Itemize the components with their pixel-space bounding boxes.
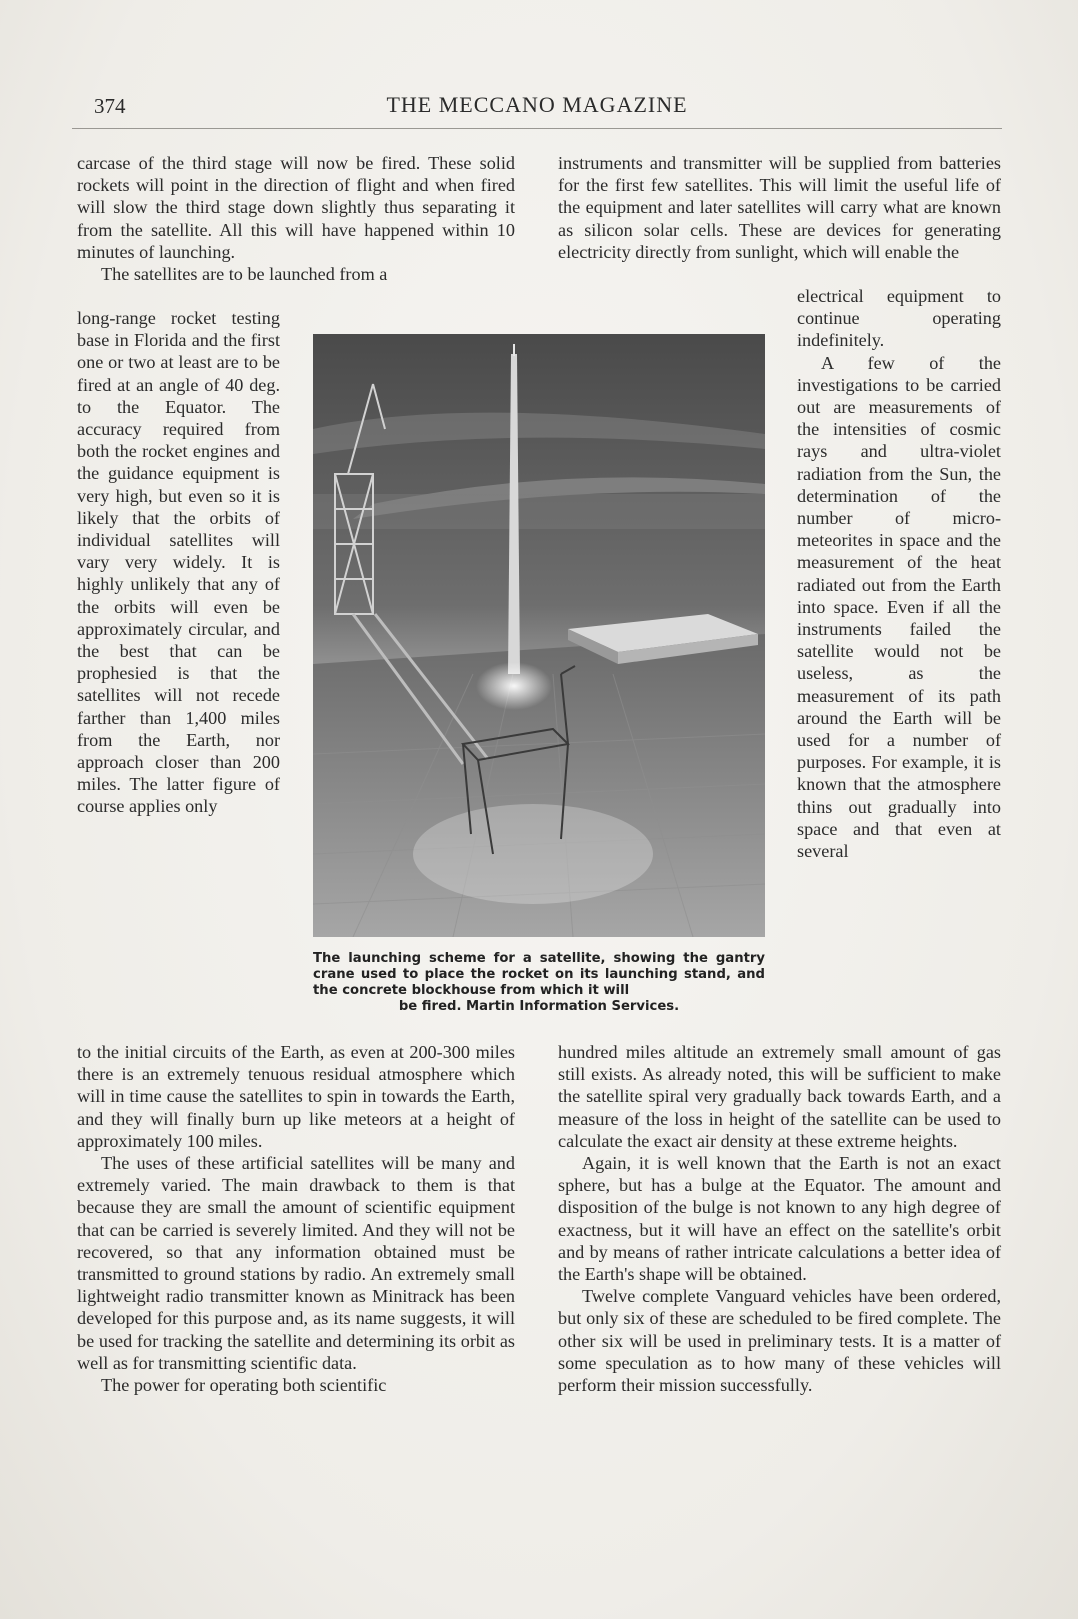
paragraph: The uses of these artificial satellites will be many and extremely varied. The main drawback to them is that because they are small the amount of scientific equipment that can be carried is severely limited. And they will not be recovered, so that any information obtained must be transmitted to ground stations by radio. An extremely small lightweight radio transmitter known as Minitrack has been developed for this purpose and, as its name suggests, it will be used for tracking the satellite and determining its orbit as well as for transmitting scientific data. bbox=[77, 1153, 515, 1373]
page-header bbox=[72, 88, 1002, 124]
right-column-top bbox=[558, 152, 1001, 263]
paragraph: electrical equipment to continue operating indefinitely. bbox=[797, 286, 1001, 351]
header-rule bbox=[72, 128, 1002, 129]
figure-caption bbox=[313, 951, 765, 1015]
paragraph: Twelve complete Vanguard vehicles have been ordered, but only six of these are scheduled to be fired complete. The other six will be used in preliminary tests. It is a matter of some speculation as to how many of these vehicles will perform their mission successfully. bbox=[558, 1286, 1001, 1396]
launch-scheme-photo bbox=[313, 334, 765, 937]
paragraph: The power for operating both scientific bbox=[101, 1375, 387, 1396]
paragraph: hundred miles altitude an extremely small amount of gas still exists. As already noted, this will be sufficient to make the satellite spiral very gradually back towards Earth, and a measure of the loss in height of the satellite can be used to calculate the exact air density at these extreme heights. bbox=[558, 1042, 1001, 1151]
paragraph: Again, it is well known that the Earth is not an exact sphere, but has a bulge at the Equator. The amount and disposition of the bulge is not known to any high degree of exactness, but it will have an effect on the satellite's orbit and by means of rather intricate calculations a better idea of the Earth's shape will be obtained. bbox=[558, 1153, 1001, 1285]
right-column-bottom bbox=[558, 1041, 1001, 1396]
paragraph: A few of the investigations to be carried out are measurements of the intensities of cosmic rays and ultra-violet radiation from the Sun, the determination of the number of micro-meteorites in space and the measurement of the heat radiated out from the Earth into space. Even if all the instruments failed the satellite would not be useless, as the measurement of its path around the Earth will be used for a number of purposes. For example, it is known that the atmosphere thins out gradually into space and that even at several bbox=[797, 352, 1001, 862]
left-column-bottom bbox=[77, 1041, 515, 1396]
paragraph: instruments and transmitter will be supplied from batteries for the first few satellites. This will limit the useful life of the equipment and later satellites will carry what are known as silicon solar cells. These are devices for generating electricity directly from sunlight, which will enable the bbox=[558, 153, 1001, 262]
caption-credit: be fired. Martin Information Services. bbox=[398, 999, 680, 1014]
paragraph: carcase of the third stage will now be fired. These solid rockets will point in the direction of flight and when fired will slow the third stage down slightly thus separating it from the satellite. All this will have happened within 10 minutes of launching. bbox=[77, 153, 515, 262]
magazine-title: THE MECCANO MAGAZINE bbox=[386, 92, 688, 117]
left-column-top bbox=[77, 152, 515, 285]
caption-text: The launching scheme for a satellite, showing the gantry crane used to place the rocket on its launching stand, and the concrete blockhouse from which it will bbox=[313, 951, 765, 998]
left-column-beside-figure bbox=[77, 307, 280, 818]
paragraph: long-range rocket testing base in Florida and the first one or two at least are to be fired at an angle of 40 deg. to the Equator. The accuracy required from both the rocket engines and the guidance equipment is very high, but even so it is likely that the orbits of individual satellites will vary very widely. It is highly unlikely that any of the orbits will even be approximately circular, and the best that can be prophesied is that the satellites will not recede farther than 1,400 miles from the Earth, nor approach closer than 200 miles. The latter figure of course applies only bbox=[77, 308, 280, 817]
paragraph: The satellites are to be launched from a bbox=[101, 264, 388, 285]
paragraph: to the initial circuits of the Earth, as even at 200-300 miles there is an extremely tenuous residual atmosphere which will in time cause the satellites to spin in towards the Earth, and they will finally burn up like meteors at a height of approximately 100 miles. bbox=[77, 1042, 515, 1151]
right-column-beside-figure bbox=[797, 285, 1001, 862]
page-number: 374 bbox=[94, 94, 126, 118]
